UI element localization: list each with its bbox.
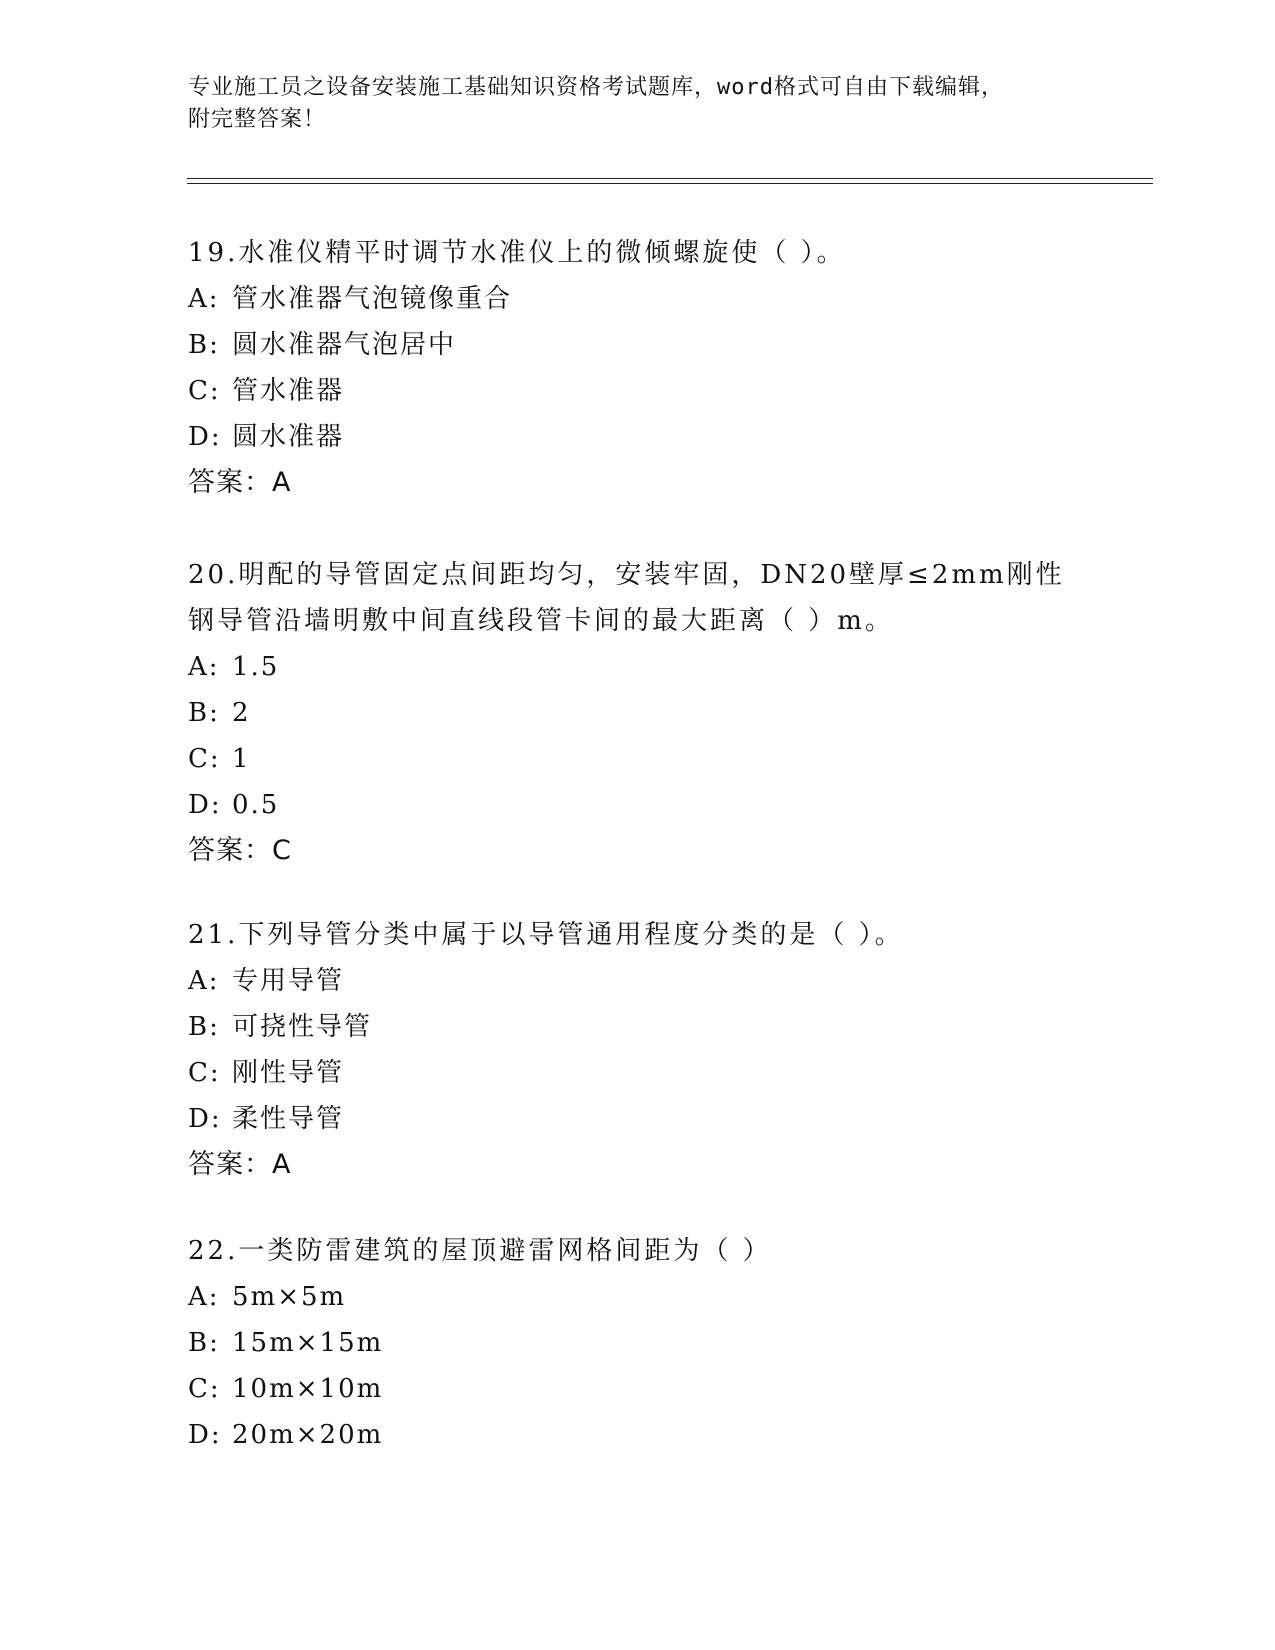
document-header — [188, 72, 1088, 136]
option-a — [188, 276, 1088, 322]
option-text: 刚性导管 — [232, 1058, 345, 1088]
option-text: 专用导管 — [232, 966, 345, 996]
option-letter: C: — [188, 376, 221, 406]
option-letter: A: — [188, 1282, 220, 1312]
option-letter: C: — [188, 1058, 221, 1088]
option-b — [188, 1004, 1088, 1050]
option-text: 10m×10m — [232, 1374, 384, 1404]
option-text: 15m×15m — [232, 1328, 384, 1358]
question-stem: 19.水准仪精平时调节水准仪上的微倾螺旋使（ ）。 — [188, 238, 846, 268]
option-letter: B: — [188, 1012, 220, 1042]
option-d — [188, 414, 1088, 460]
answer: 答案：A — [188, 467, 292, 498]
question-stem: 22.一类防雷建筑的屋顶避雷网格间距为（ ） — [188, 1236, 772, 1266]
option-c — [188, 1366, 1088, 1412]
option-c — [188, 368, 1088, 414]
question-21 — [188, 912, 1088, 1188]
option-b — [188, 322, 1088, 368]
option-text: 1.5 — [232, 652, 280, 682]
option-text: 5m×5m — [232, 1282, 347, 1312]
option-letter: A: — [188, 652, 220, 682]
option-text: 20m×20m — [232, 1420, 384, 1450]
option-text: 柔性导管 — [232, 1104, 345, 1134]
option-text: 1 — [232, 744, 251, 774]
option-d — [188, 782, 1068, 828]
option-text: 管水准器气泡镜像重合 — [232, 284, 513, 314]
option-a — [188, 958, 1088, 1004]
header-line-2: 附完整答案！ — [188, 107, 327, 132]
answer: 答案：A — [188, 1149, 292, 1180]
option-d — [188, 1096, 1088, 1142]
option-b — [188, 690, 1068, 736]
option-d — [188, 1412, 1088, 1458]
header-divider-top — [187, 178, 1153, 179]
header-divider-bottom — [187, 183, 1153, 184]
option-text: 圆水准器气泡居中 — [232, 330, 457, 360]
option-letter: D: — [188, 790, 222, 820]
option-letter: D: — [188, 1420, 222, 1450]
question-22 — [188, 1228, 1088, 1458]
option-text: 0.5 — [232, 790, 280, 820]
option-text: 2 — [232, 698, 251, 728]
question-19 — [188, 230, 1088, 506]
question-20 — [188, 552, 1068, 874]
option-text: 管水准器 — [232, 376, 345, 406]
option-a — [188, 644, 1068, 690]
header-line-1: 专业施工员之设备安装施工基础知识资格考试题库，word格式可自由下载编辑， — [188, 75, 1004, 100]
option-letter: D: — [188, 422, 222, 452]
question-stem: 21.下列导管分类中属于以导管通用程度分类的是（ ）。 — [188, 920, 904, 950]
option-text: 可挠性导管 — [232, 1012, 373, 1042]
option-a — [188, 1274, 1088, 1320]
option-b — [188, 1320, 1088, 1366]
option-letter: D: — [188, 1104, 222, 1134]
option-letter: B: — [188, 1328, 220, 1358]
option-text: 圆水准器 — [232, 422, 345, 452]
option-letter: A: — [188, 966, 220, 996]
option-letter: C: — [188, 744, 221, 774]
question-stem: 20.明配的导管固定点间距均匀，安装牢固，DN20壁厚≤2mm刚性钢导管沿墙明敷中间直线段管卡间的最大距离（ ）m。 — [188, 560, 1065, 636]
option-letter: A: — [188, 284, 220, 314]
option-letter: C: — [188, 1374, 221, 1404]
option-letter: B: — [188, 330, 220, 360]
option-c — [188, 1050, 1088, 1096]
option-c — [188, 736, 1068, 782]
option-letter: B: — [188, 698, 220, 728]
answer: 答案：C — [188, 835, 292, 866]
